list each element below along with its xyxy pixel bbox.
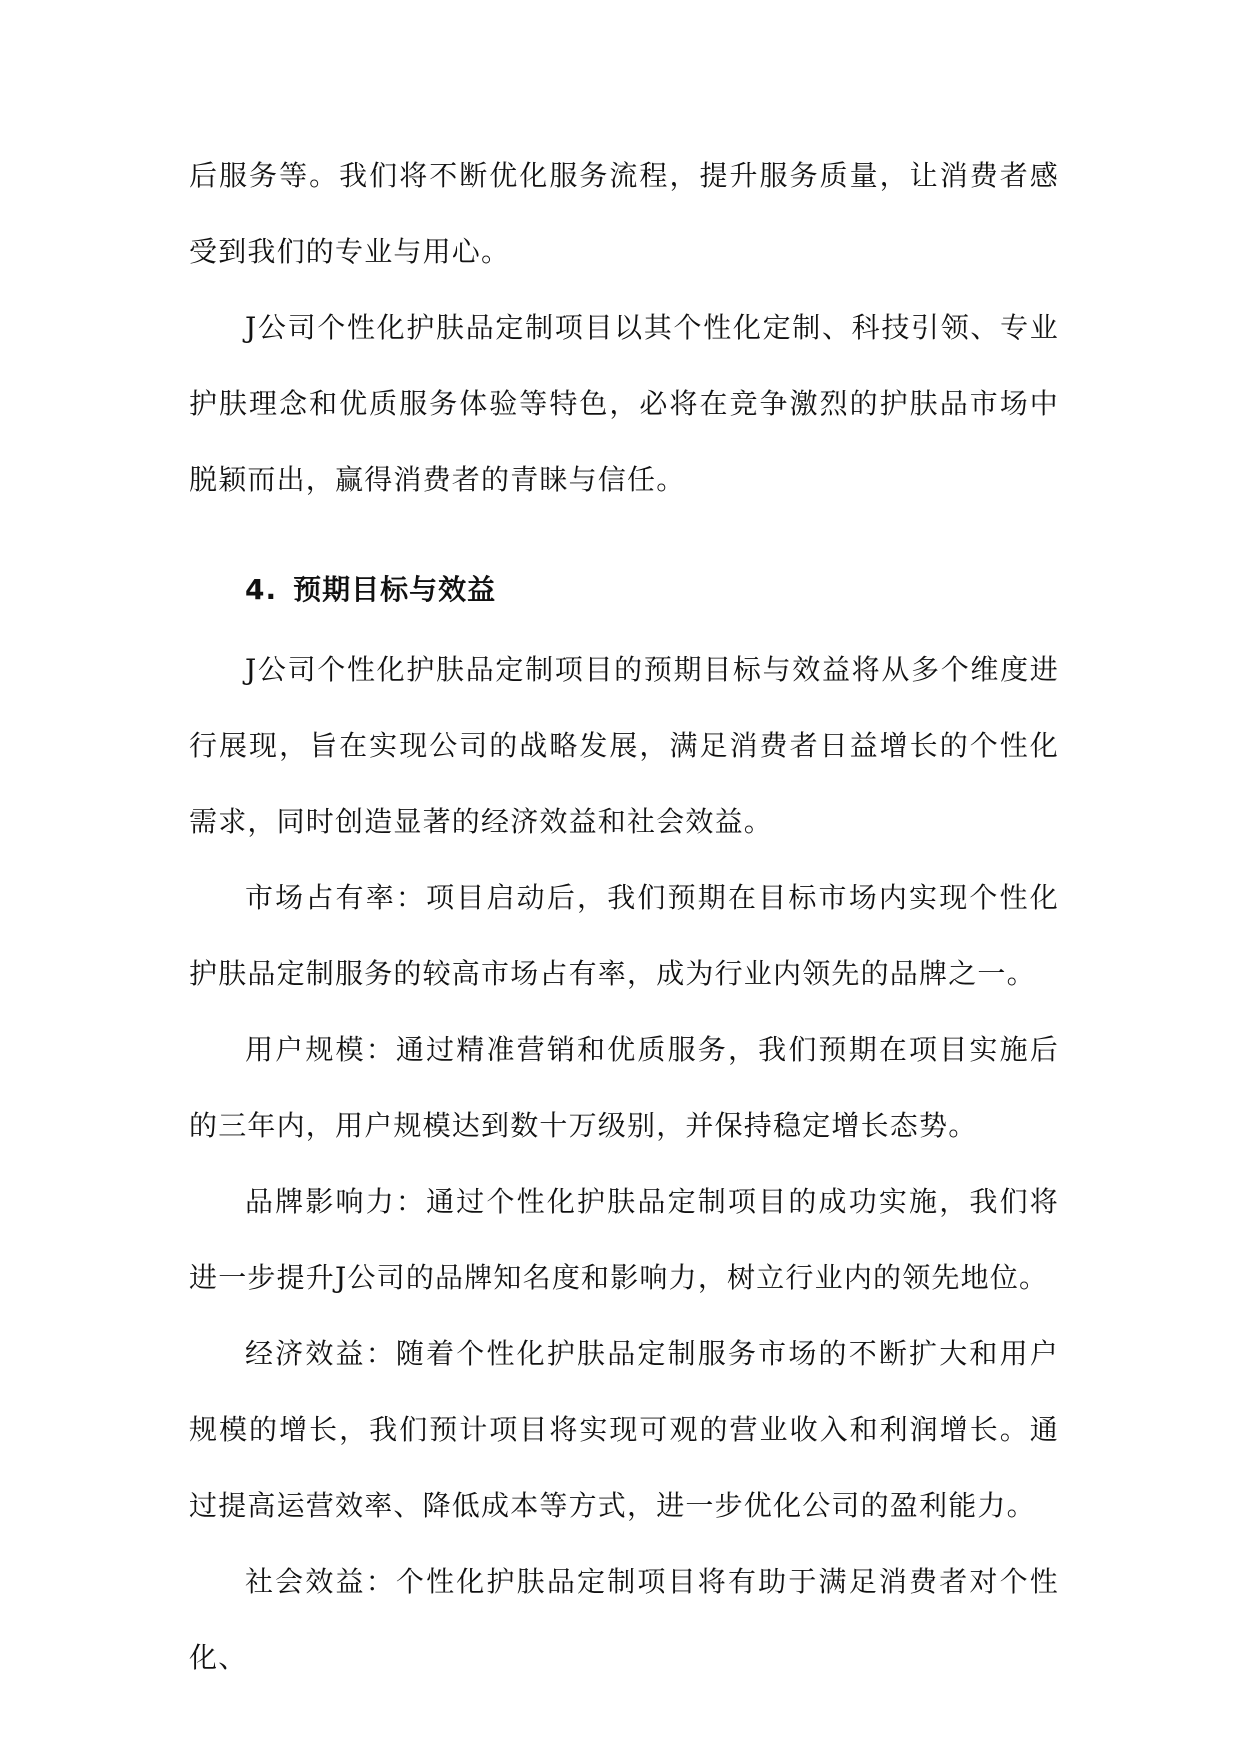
paragraph-social-benefit: 社会效益：个性化护肤品定制项目将有助于满足消费者对个性化、 — [189, 1565, 1059, 1674]
section-number: 4. — [245, 573, 278, 606]
paragraph-summary: J公司个性化护肤品定制项目以其个性化定制、科技引领、专业护肤理念和优质服务体验等特色，必将在竞争激烈的护肤品市场中脱颖而出，赢得消费者的青睐与信任。 — [189, 311, 1059, 496]
paragraph-market-share: 市场占有率：项目启动后，我们预期在目标市场内实现个性化护肤品定制服务的较高市场占有率，成为行业内领先的品牌之一。 — [189, 881, 1059, 990]
document-body — [189, 138, 1059, 1696]
paragraph-economic-benefit: 经济效益：随着个性化护肤品定制服务市场的不断扩大和用户规模的增长，我们预计项目将实现可观的营业收入和利润增长。通过提高运营效率、降低成本等方式，进一步优化公司的盈利能力。 — [189, 1337, 1059, 1522]
section-title: 预期目标与效益 — [293, 573, 497, 606]
paragraph-user-scale: 用户规模：通过精准营销和优质服务，我们预期在项目实施后的三年内，用户规模达到数十万级别，并保持稳定增长态势。 — [189, 1033, 1059, 1142]
section-heading — [189, 518, 1059, 632]
paragraph-intro: J公司个性化护肤品定制项目的预期目标与效益将从多个维度进行展现，旨在实现公司的战略发展，满足消费者日益增长的个性化需求，同时创造显著的经济效益和社会效益。 — [189, 653, 1059, 838]
paragraph-brand-influence: 品牌影响力：通过个性化护肤品定制项目的成功实施，我们将进一步提升J公司的品牌知名度和影响力，树立行业内的领先地位。 — [189, 1185, 1059, 1294]
paragraph-continuation: 后服务等。我们将不断优化服务流程，提升服务质量，让消费者感受到我们的专业与用心。 — [189, 159, 1059, 268]
